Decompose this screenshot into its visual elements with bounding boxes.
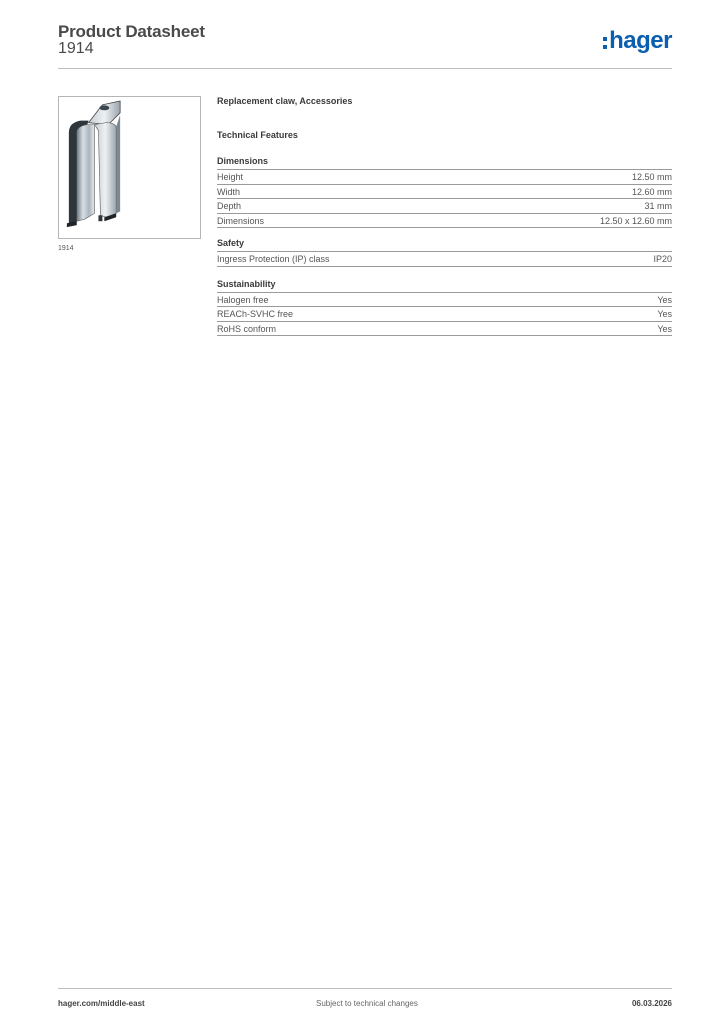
document-date: 06.03.2026	[631, 999, 672, 1008]
spec-label: Halogen free	[217, 294, 269, 305]
section-title: Safety	[217, 238, 672, 252]
replacement-claw-illustration	[59, 97, 200, 238]
spec-label: RoHS conform	[217, 323, 277, 334]
hager-logo	[603, 27, 672, 55]
spec-row	[217, 199, 672, 214]
spec-row	[217, 293, 672, 308]
spec-label: Depth	[217, 201, 242, 211]
spec-value: Yes	[657, 294, 672, 305]
dimensions-section	[217, 156, 672, 228]
product-description: Replacement claw, Accessories	[217, 96, 353, 106]
technical-features-heading: Technical Features	[217, 130, 298, 140]
logo-text: hager	[609, 27, 672, 54]
spec-row	[217, 252, 672, 267]
safety-section	[217, 238, 672, 267]
spec-label: Width	[217, 186, 241, 197]
spec-label: REACh-SVHC free	[217, 309, 294, 319]
spec-value: IP20	[653, 254, 672, 264]
product-image	[58, 96, 201, 239]
spec-value: Yes	[657, 323, 672, 334]
spec-row	[217, 170, 672, 185]
spec-row	[217, 185, 672, 200]
section-title: Sustainability	[217, 279, 672, 293]
spec-value: 12.50 x 12.60 mm	[599, 215, 672, 226]
legal-notice: Subject to technical changes	[316, 999, 418, 1008]
page-footer	[58, 988, 672, 1010]
section-title: Dimensions	[217, 156, 672, 170]
sustainability-section	[217, 279, 672, 337]
spec-value: Yes	[657, 309, 672, 319]
spec-row	[217, 214, 672, 229]
product-details	[217, 96, 672, 336]
page-header	[58, 22, 672, 69]
spec-value: 31 mm	[644, 201, 672, 211]
website-link[interactable]: hager.com/middle-east	[58, 999, 145, 1008]
spec-value: 12.60 mm	[631, 186, 672, 197]
logo-dots-icon	[603, 30, 607, 52]
spec-row	[217, 322, 672, 337]
document-title: Product Datasheet	[58, 22, 205, 41]
spec-label: Dimensions	[217, 215, 265, 226]
spec-label: Height	[217, 172, 244, 182]
document-subtitle: 1914	[58, 40, 94, 57]
spec-label: Ingress Protection (IP) class	[217, 254, 330, 264]
spec-value: 12.50 mm	[631, 172, 672, 182]
spec-row	[217, 307, 672, 322]
image-caption: 1914	[58, 245, 74, 252]
